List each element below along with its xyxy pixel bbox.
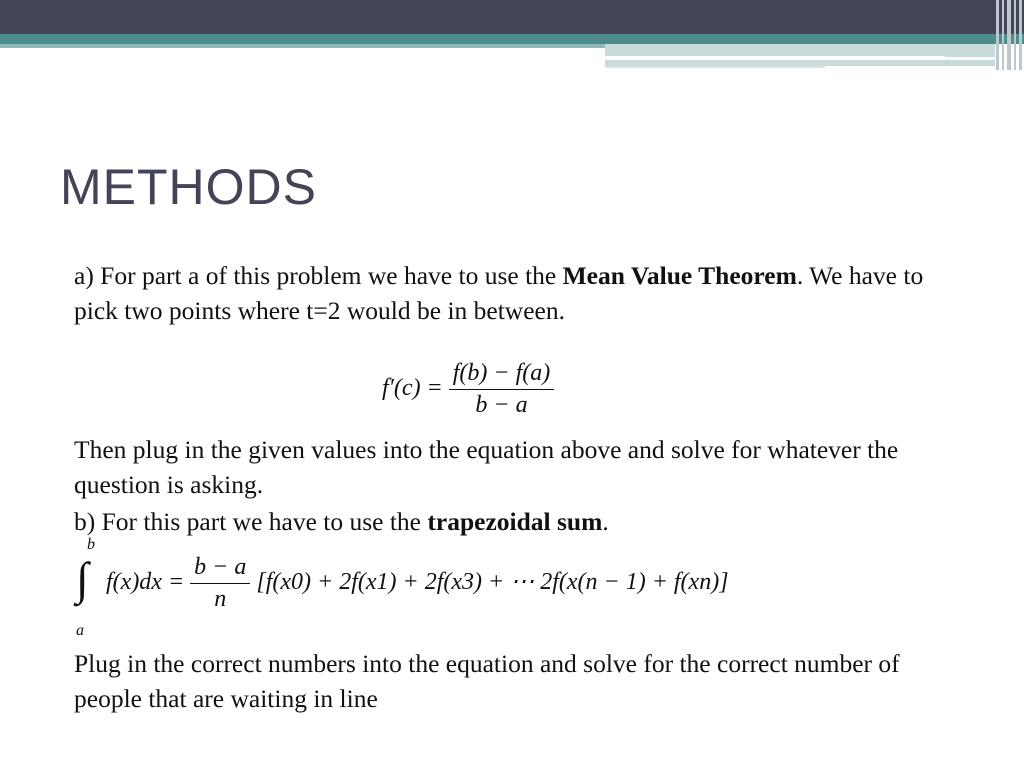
slide-header-teal-band — [0, 34, 1024, 44]
part-a-intro: a) For part a of this problem we have to use the — [74, 261, 563, 290]
integral-upper-limit: b — [87, 536, 95, 553]
mvt-numerator: f(b) − f(a) — [449, 360, 555, 390]
part-b-intro: b) For this part we have to use the — [74, 507, 428, 536]
trapezoidal-expression — [106, 554, 729, 613]
part-a-rest: . We have to pick two points where t=2 would be in between. — [74, 261, 924, 325]
integral-lower-limit: a — [76, 622, 84, 639]
part-a-followup: Then plug in the given values into the equation above and solve for whatever the question is asking. — [74, 435, 899, 499]
trapezoid-bracket-sum: [f(x0) + 2f(x1) + 2f(x3) + ⋯ 2f(x(n − 1) + f(xn)] — [256, 569, 729, 596]
trapezoid-numerator: b − a — [190, 554, 250, 584]
slide-header-accent-line-lower — [605, 66, 825, 68]
part-b-bold-term: trapezoidal sum — [427, 507, 603, 536]
trapezoid-fraction — [190, 554, 250, 613]
slide-header-accent-line — [605, 56, 945, 58]
integral-icon: ∫ — [76, 553, 89, 604]
mvt-fraction — [449, 360, 555, 419]
part-b-paragraph — [74, 504, 964, 539]
integrand: f(x)dx = — [106, 569, 185, 596]
part-b-followup: Plug in the correct numbers into the equation and solve for the correct number of people that are waiting in line — [74, 649, 900, 713]
part-a-paragraph — [74, 258, 964, 328]
part-a-bold-term: Mean Value Theorem — [562, 261, 797, 290]
mvt-denominator: b − a — [475, 392, 528, 418]
mean-value-equation — [382, 360, 554, 419]
slide-title: METHODS — [60, 159, 317, 215]
slide-header-bar — [0, 0, 1024, 34]
part-b-rest: . — [602, 507, 609, 536]
slide-header-vertical-stripes — [994, 0, 1024, 70]
slide-header-teal-thin — [0, 44, 605, 48]
mvt-lhs: f′(c) = — [382, 375, 443, 402]
trapezoid-denominator: n — [214, 586, 227, 612]
